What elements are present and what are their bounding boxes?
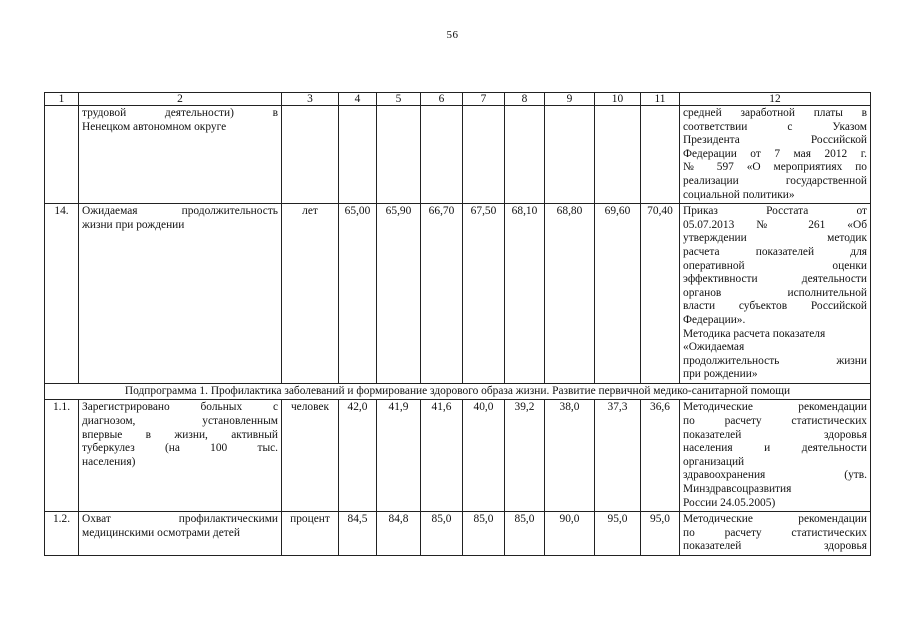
- header-cell: 6: [421, 93, 463, 106]
- text-line: по расчету статистических: [683, 526, 867, 539]
- text-line: Федерации от 7 мая 2012 г.: [683, 147, 867, 160]
- unit-cell: процент: [282, 512, 339, 556]
- value-cell: 42,0: [339, 400, 377, 512]
- value-cell: 39,2: [505, 400, 545, 512]
- table-row-continued: [45, 106, 871, 204]
- text-line: власти субъектов Российской: [683, 300, 867, 313]
- text-line: по расчету статистических: [683, 415, 867, 428]
- text-line: Методические рекомендации: [683, 513, 867, 526]
- value-cell: 85,0: [505, 512, 545, 556]
- text-line: социальной политики»: [683, 188, 795, 201]
- text-line: медицинскими осмотрами детей: [82, 526, 240, 539]
- subprogram-title: Подпрограмма 1. Профилактика заболеваний и формирование здорового образа жизни. Развитие первичной медико-санитарной помощи: [45, 383, 871, 400]
- text-line: расчета показателей для: [683, 245, 867, 258]
- text-line: Методические рекомендации: [683, 401, 867, 414]
- header-cell: 7: [463, 93, 505, 106]
- value-cell: [641, 106, 680, 204]
- text-line: впервые в жизни, активный: [82, 428, 278, 441]
- value-cell: 41,6: [421, 400, 463, 512]
- value-cell: 84,5: [339, 512, 377, 556]
- header-cell: 9: [545, 93, 595, 106]
- value-cell: 66,70: [421, 204, 463, 384]
- value-cell: 68,10: [505, 204, 545, 384]
- source-cell: [680, 106, 871, 204]
- text-line: средней заработной платы в: [683, 107, 867, 119]
- text-line: Охват профилактическими: [82, 513, 278, 526]
- text-line: Ненецком автономном округе: [82, 120, 227, 133]
- header-cell: 2: [79, 93, 282, 106]
- text-line: России 24.05.2005): [683, 496, 776, 509]
- text-line: Ожидаемая продолжительность: [82, 205, 278, 218]
- header-cell: 8: [505, 93, 545, 106]
- subprogram-row: [45, 383, 871, 400]
- value-cell: [463, 106, 505, 204]
- text-line: оперативной оценки: [683, 259, 867, 272]
- value-cell: 41,9: [377, 400, 421, 512]
- indicator-name-cell: [79, 512, 282, 556]
- header-row: [45, 93, 871, 106]
- value-cell: [377, 106, 421, 204]
- value-cell: [595, 106, 641, 204]
- page-number: 56: [446, 29, 459, 41]
- value-cell: 85,0: [463, 512, 505, 556]
- value-cell: [421, 106, 463, 204]
- value-cell: 38,0: [545, 400, 595, 512]
- text-line: трудовой деятельности) в: [82, 107, 278, 119]
- text-line: населения и деятельности: [683, 442, 867, 455]
- text-line: Методика расчета показателя: [683, 327, 826, 340]
- value-cell: 67,50: [463, 204, 505, 384]
- value-cell: 69,60: [595, 204, 641, 384]
- source-cell: [680, 400, 871, 512]
- header-cell: 4: [339, 93, 377, 106]
- text-line: «Ожидаемая: [683, 341, 745, 354]
- indicator-name-cell: [79, 400, 282, 512]
- text-line: жизни при рождении: [82, 218, 185, 231]
- value-cell: [339, 106, 377, 204]
- text-line: Минздравсоцразвития: [683, 483, 792, 496]
- value-cell: 70,40: [641, 204, 680, 384]
- header-cell: 11: [641, 93, 680, 106]
- unit-cell: [282, 106, 339, 204]
- table-row-1-2: [45, 512, 871, 556]
- indicator-name-cell: [79, 204, 282, 384]
- header-cell: 12: [680, 93, 871, 106]
- text-line: соответствии с Указом: [683, 120, 867, 133]
- table-row-1-1: [45, 400, 871, 512]
- text-line: диагнозом, установленным: [82, 415, 278, 428]
- text-line: органов исполнительной: [683, 286, 867, 299]
- source-cell: [680, 512, 871, 556]
- text-line: организаций: [683, 455, 745, 468]
- value-cell: [545, 106, 595, 204]
- value-cell: 65,90: [377, 204, 421, 384]
- value-cell: 90,0: [545, 512, 595, 556]
- value-cell: 84,8: [377, 512, 421, 556]
- unit-cell: человек: [282, 400, 339, 512]
- value-cell: 85,0: [421, 512, 463, 556]
- text-line: здравоохранения (утв.: [683, 469, 867, 482]
- row-number-cell: 14.: [45, 204, 79, 384]
- text-line: показателей здоровья: [683, 540, 867, 553]
- source-cell: [680, 204, 871, 384]
- text-line: утверждении методик: [683, 232, 867, 245]
- value-cell: [505, 106, 545, 204]
- text-line: при рождении»: [683, 368, 758, 381]
- value-cell: 36,6: [641, 400, 680, 512]
- row-number-cell: [45, 106, 79, 204]
- text-line: туберкулез (на 100 тыс.: [82, 442, 278, 455]
- text-line: реализации государственной: [683, 174, 867, 187]
- value-cell: 37,3: [595, 400, 641, 512]
- text-line: продолжительность жизни: [683, 354, 867, 367]
- header-cell: 10: [595, 93, 641, 106]
- indicator-name-cell: [79, 106, 282, 204]
- text-line: показателей здоровья: [683, 428, 867, 441]
- row-number-cell: 1.2.: [45, 512, 79, 556]
- text-line: Президента Российской: [683, 134, 867, 147]
- value-cell: 95,0: [595, 512, 641, 556]
- text-line: Федерации».: [683, 313, 746, 326]
- value-cell: 68,80: [545, 204, 595, 384]
- text-line: 05.07.2013 № 261 «Об: [683, 218, 867, 231]
- row-number-cell: 1.1.: [45, 400, 79, 512]
- text-line: Зарегистрировано больных с: [82, 401, 278, 414]
- table-row-14: [45, 204, 871, 384]
- header-cell: 3: [282, 93, 339, 106]
- text-line: Приказ Росстата от: [683, 205, 867, 218]
- header-cell: 1: [45, 93, 79, 106]
- header-cell: 5: [377, 93, 421, 106]
- indicators-table: [44, 92, 871, 556]
- text-line: эффективности деятельности: [683, 273, 867, 286]
- text-line: населения): [82, 455, 136, 468]
- text-line: № 597 «О мероприятиях по: [683, 161, 867, 174]
- value-cell: 65,00: [339, 204, 377, 384]
- value-cell: 40,0: [463, 400, 505, 512]
- value-cell: 95,0: [641, 512, 680, 556]
- unit-cell: лет: [282, 204, 339, 384]
